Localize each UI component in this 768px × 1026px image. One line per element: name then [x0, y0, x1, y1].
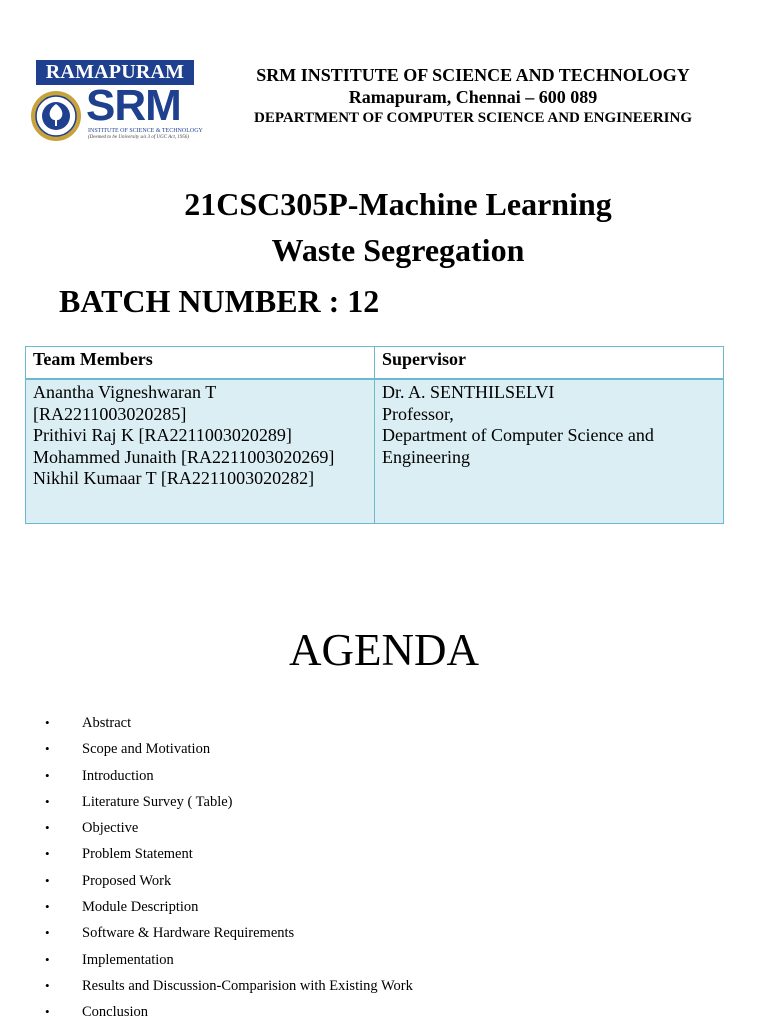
- agenda-item: [40, 763, 413, 789]
- agenda-title: AGENDA: [289, 625, 479, 675]
- agenda-item: [40, 894, 413, 920]
- team-table-header-row: [26, 347, 724, 380]
- institute-city: Ramapuram, Chennai – 600 089: [348, 87, 598, 107]
- logo-tagline: (Deemed to be University u/s 3 of UGC Act, 1956): [88, 135, 189, 140]
- agenda-item: [40, 947, 413, 973]
- agenda-item-label: Software & Hardware Requirements: [82, 925, 295, 942]
- agenda-item-label: Introduction: [82, 767, 154, 784]
- agenda-list: [40, 710, 413, 1026]
- team-table: [25, 346, 724, 524]
- member-line: Prithivi Raj K [RA2211003020289]: [33, 425, 292, 445]
- supervisor-cell: [375, 379, 724, 524]
- supervisor-line: Department of Computer Science and: [382, 425, 654, 445]
- project-title: Waste Segregation: [271, 232, 525, 268]
- logo-wordmark: SRM: [86, 81, 181, 130]
- srm-logo: [30, 60, 203, 144]
- supervisor-line: Professor,: [382, 403, 454, 424]
- agenda-item-label: Module Description: [82, 899, 199, 916]
- agenda-item-label: Objective: [82, 820, 139, 837]
- member-line: [RA2211003020285]: [33, 403, 187, 424]
- bullet-icon: •: [45, 872, 50, 888]
- team-members-header: Team Members: [26, 347, 375, 380]
- agenda-item: [40, 973, 413, 999]
- batch-number: BATCH NUMBER : 12: [59, 283, 380, 319]
- bullet-icon: •: [45, 1004, 50, 1020]
- agenda-item-label: Scope and Motivation: [82, 741, 211, 758]
- agenda-item: [40, 710, 413, 736]
- team-table-row: [26, 379, 724, 524]
- bullet-icon: •: [45, 977, 50, 993]
- supervisor-line: Engineering: [382, 446, 470, 467]
- bullet-icon: •: [45, 951, 50, 967]
- agenda-item: [40, 920, 413, 946]
- agenda-item-label: Literature Survey ( Table): [82, 793, 233, 810]
- member-line: Mohammed Junaith [RA2211003020269]: [33, 446, 335, 467]
- course-title: 21CSC305P-Machine Learning: [184, 186, 612, 222]
- supervisor-line: Dr. A. SENTHILSELVI: [382, 382, 555, 402]
- bullet-icon: •: [45, 925, 50, 941]
- bullet-icon: •: [45, 715, 50, 730]
- agenda-item: [40, 736, 413, 762]
- bullet-icon: •: [45, 846, 50, 862]
- agenda-item: [40, 868, 413, 894]
- supervisor-header: Supervisor: [375, 347, 724, 380]
- bullet-icon: •: [45, 820, 50, 836]
- member-line: Anantha Vigneshwaran T: [33, 382, 217, 402]
- bullet-icon: •: [45, 741, 50, 757]
- bullet-icon: •: [45, 899, 50, 915]
- institute-name: SRM INSTITUTE OF SCIENCE AND TECHNOLOGY: [256, 65, 690, 85]
- bullet-icon: •: [45, 793, 50, 809]
- member-line: Nikhil Kumaar T [RA2211003020282]: [33, 468, 315, 488]
- seal-icon: [30, 90, 82, 142]
- agenda-item-label: Abstract: [82, 715, 132, 731]
- agenda-item-label: Conclusion: [82, 1004, 149, 1021]
- agenda-item-label: Implementation: [82, 951, 174, 968]
- department-name: DEPARTMENT OF COMPUTER SCIENCE AND ENGINEERING: [254, 110, 692, 126]
- agenda-item: [40, 789, 413, 815]
- institute-header: [210, 64, 736, 128]
- agenda-item: [40, 841, 413, 867]
- bullet-icon: •: [45, 767, 50, 783]
- team-members-cell: [26, 379, 375, 524]
- agenda-item-label: Problem Statement: [82, 846, 193, 863]
- agenda-item: [40, 815, 413, 841]
- logo-banner: RAMAPURAM: [36, 60, 194, 85]
- logo-institute-text: INSTITUTE OF SCIENCE & TECHNOLOGY: [88, 128, 203, 134]
- agenda-item-label: Results and Discussion-Comparision with Existing Work: [82, 977, 413, 994]
- agenda-item: [40, 999, 413, 1025]
- agenda-item-label: Proposed Work: [82, 872, 172, 889]
